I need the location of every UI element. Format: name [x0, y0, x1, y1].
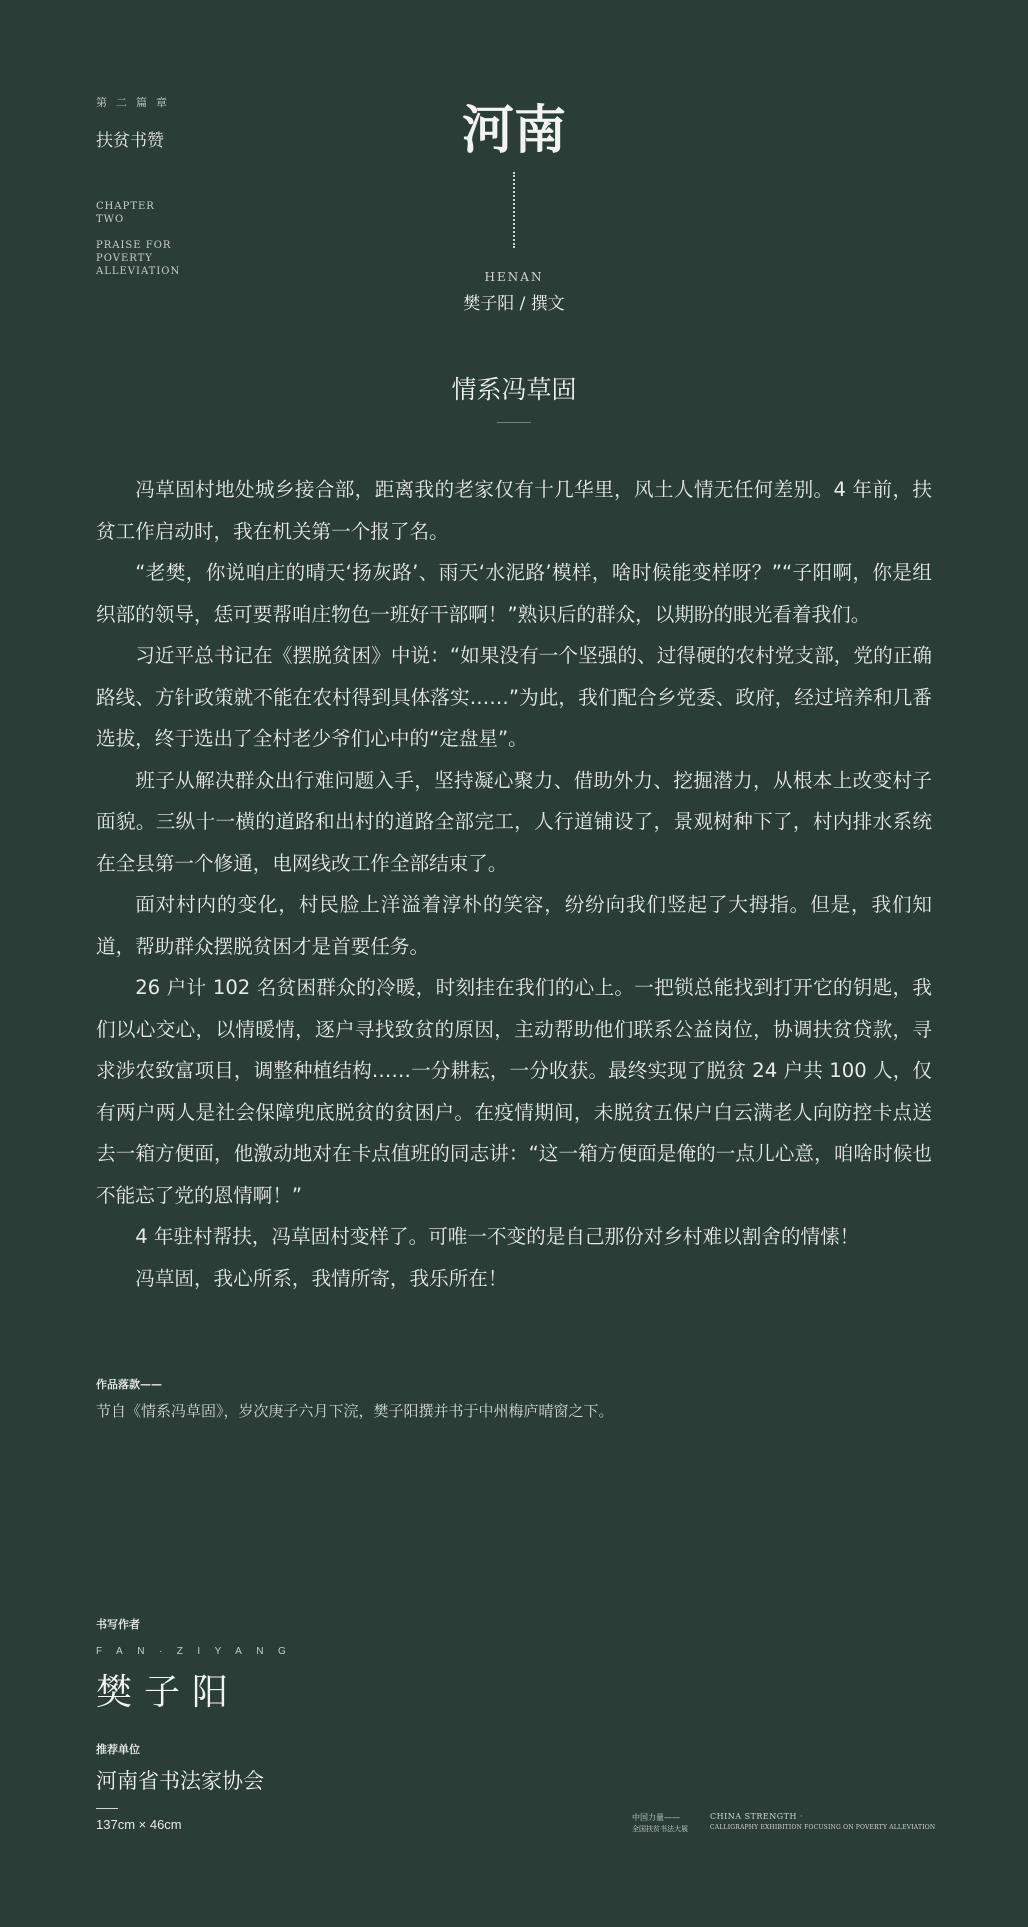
chapter-subtitle-line: POVERTY: [96, 253, 153, 264]
article-body: [96, 469, 932, 1299]
article-title: 情系冯草固: [451, 375, 577, 404]
province-title: 河南: [461, 100, 566, 161]
article-paragraph: 4 年驻村帮扶，冯草固村变样了。可唯一不变的是自己那份对乡村难以割舍的情愫！: [135, 1225, 860, 1248]
writer-name-en: FAN·ZIYANG: [96, 1646, 301, 1657]
chapter-en-line: TWO: [96, 214, 125, 225]
article-paragraph: 面对村内的变化，村民脸上洋溢着淳朴的笑容，纷纷向我们竖起了大拇指。但是，我们知道，帮助群众摆脱贫困才是首要任务。: [96, 893, 932, 958]
article-paragraph: “老樊，你说咱庄的晴天‘扬灰路’、雨天‘水泥路’模样，啥时候能变样呀？”“子阳啊，你是组织部的领导，恁可要帮咱庄物色一班好干部啊！”熟识后的群众，以期盼的眼光看着我们。: [96, 561, 932, 626]
logo-cn-line: 中国力量——: [632, 1813, 680, 1822]
chapter-subtitle-line: ALLEVIATION: [96, 266, 181, 277]
organization-name: 河南省书法家协会: [96, 1769, 264, 1793]
chapter-en-line: CHAPTER: [96, 201, 155, 212]
article-paragraph: 冯草固，我心所系，我情所寄，我乐所在！: [135, 1266, 508, 1290]
inscription-label: 作品落款——: [96, 1378, 162, 1391]
dotted-divider: [513, 172, 515, 248]
exhibition-logo: [632, 1812, 962, 1838]
logo-en-line: CALLIGRAPHY EXHIBITION FOCUSING ON POVERTY ALLEVIATION: [710, 1824, 936, 1831]
author-byline: 樊子阳 / 撰文: [463, 294, 565, 314]
article-paragraph: 26 户计 102 名贫困群众的冷暖，时刻挂在我们的心上。一把锁总能找到打开它的钥匙，我们以心交心，以情暖情，逐户寻找致贫的原因，主动帮助他们联系公益岗位，协调扶贫贷款，寻求涉农致富项目，调整种植结构……一分耕耘，一分收获。最终实现了脱贫 24 户共 100 人，仅有两户两人是社会保障兜底脱贫的贫困户。在疫情期间，未脱贫五保户白云满老人向防控卡点送去一箱方便面，他激动地对在卡点值班的同志讲：“这一箱方便面是俺的一点儿心意，咱啥时候也不能忘了党的恩情啊！”: [96, 976, 932, 1207]
chapter-en-label: [96, 200, 155, 226]
logo-cn-line: 全国扶贫书法大展: [632, 1825, 688, 1833]
article-paragraph: 习近平总书记在《摆脱贫困》中说：“如果没有一个坚强的、过得硬的农村党支部，党的正确路线、方针政策就不能在农村得到具体落实……”为此，我们配合乡党委、政府，经过培养和几番选拔，终于选出了全村老少爷们心中的“定盘星”。: [96, 644, 932, 750]
province-title-en: HENAN: [484, 270, 544, 284]
article-paragraph: 班子从解决群众出行难问题入手，坚持凝心聚力、借助外力、挖掘潜力，从根本上改变村子面貌。三纵十一横的道路和出村的道路全部完工，人行道铺设了，景观树种下了，村内排水系统在全县第一个修通，电网线改工作全部结束了。: [96, 768, 932, 875]
artwork-size: 137cm × 46cm: [96, 1817, 182, 1832]
chapter-label: 第二篇章: [96, 96, 176, 109]
writer-label: 书写作者: [96, 1618, 140, 1631]
title-divider: [497, 422, 531, 423]
writer-name: 樊子阳: [96, 1672, 241, 1713]
size-divider: [96, 1808, 118, 1809]
chapter-title: 扶贫书赞: [96, 131, 164, 151]
article-paragraph: 冯草固村地处城乡接合部，距离我的老家仅有十几华里，风土人情无任何差别。4 年前，扶贫工作启动时，我在机关第一个报了名。: [96, 478, 932, 543]
chapter-subtitle-line: PRAISE FOR: [96, 240, 172, 251]
inscription-text: 节自《情系冯草固》，岁次庚子六月下浣，樊子阳撰并书于中州梅庐晴窗之下。: [96, 1402, 614, 1420]
logo-en-line: CHINA STRENGTH ·: [710, 1812, 804, 1821]
organization-label: 推荐单位: [96, 1743, 140, 1756]
